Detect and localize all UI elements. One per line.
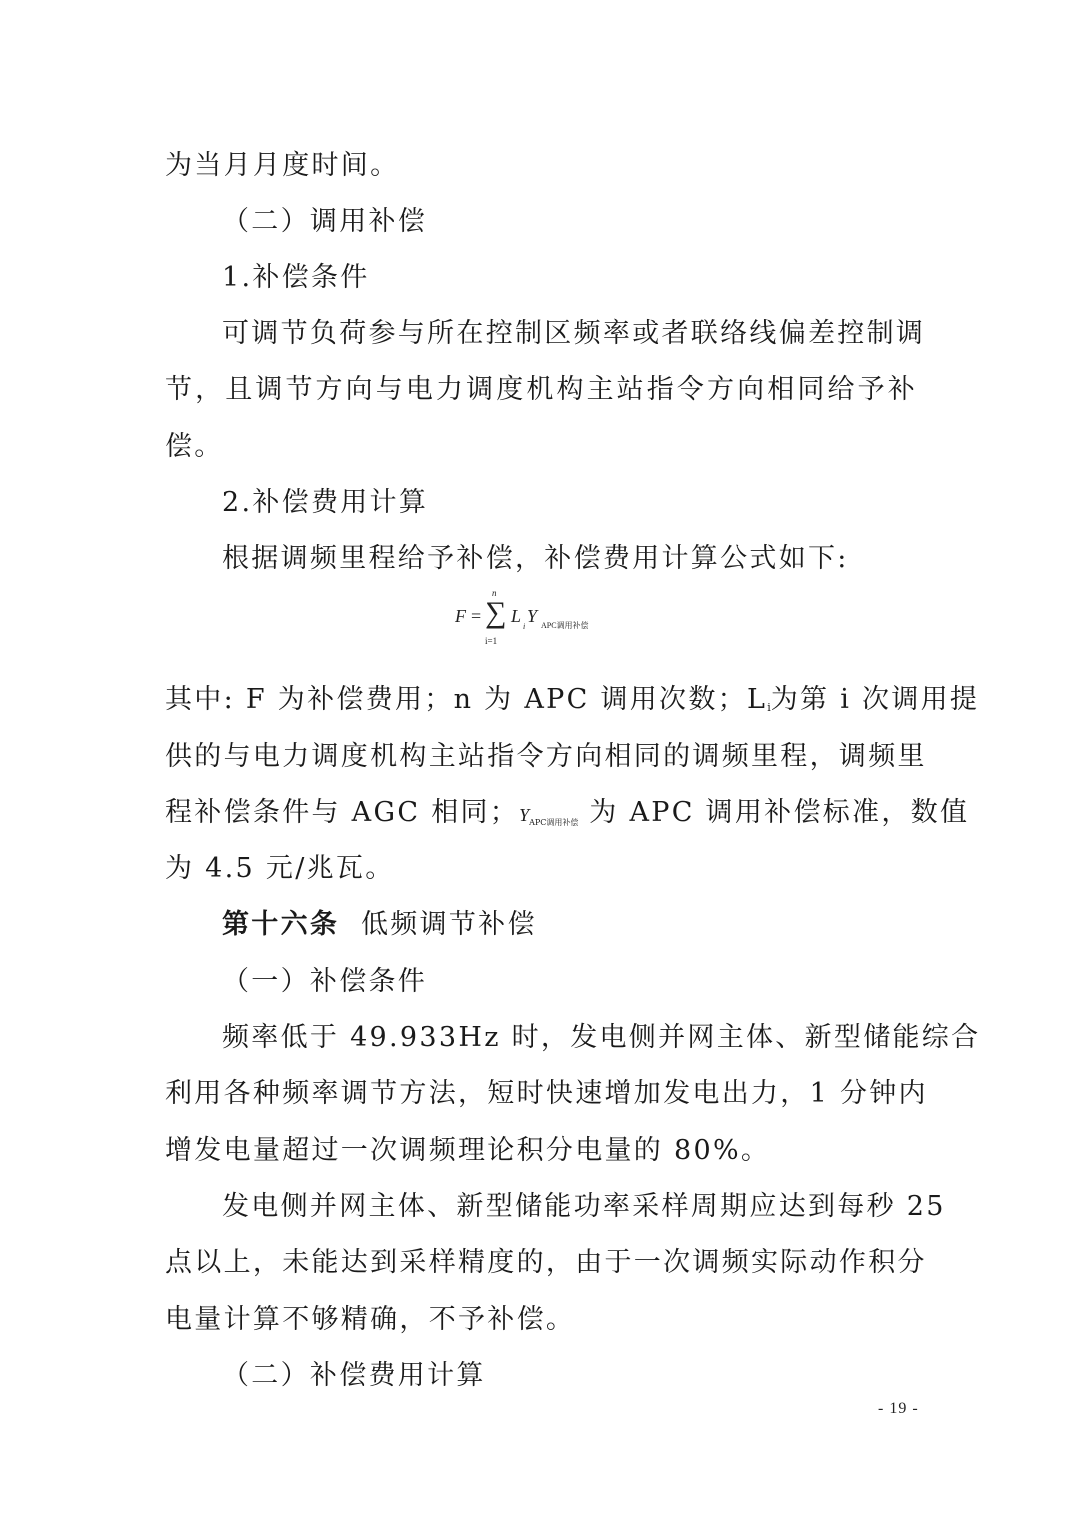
article-heading [222, 905, 917, 945]
page-number: - 19 - [878, 1400, 919, 1417]
inline-symbol-subscript: APC调用补偿 [529, 818, 579, 827]
formula-y: Y [527, 606, 538, 626]
text-fragment: 程补偿条件与 AGC 相同； [165, 797, 520, 828]
formula-y-subscript: APC调用补偿 [541, 621, 589, 630]
text-line [165, 680, 980, 728]
formula-lhs: F [455, 606, 466, 626]
article-title: 低频调节补偿 [339, 909, 537, 940]
text-line: 利用各种频率调节方法，短时快速增加发电出力，1 分钟内 [165, 1078, 928, 1109]
section-heading: （二）补偿费用计算 [222, 1360, 486, 1391]
text-line: 发电侧并网主体、新型储能功率采样周期应达到每秒 25 [222, 1191, 946, 1222]
text-line: 可调节负荷参与所在控制区频率或者联络线偏差控制调 [222, 318, 926, 349]
subscript: i [767, 701, 771, 714]
text-fragment: 其中: F 为补偿费用；n 为 APC 调用次数；L [165, 684, 768, 715]
text-line [165, 793, 970, 843]
text-line: 根据调频里程给予补偿，补偿费用计算公式如下: [222, 543, 849, 574]
text-line: 供的与电力调度机构主站指令方向相同的调频里程，调频里 [165, 741, 927, 772]
text-fragment: 为 APC 调用补偿标准，数值 [578, 797, 970, 828]
formula-upper-limit: n [492, 588, 497, 598]
text-line: 节，且调节方向与电力调度机构主站指令方向相同给予补 [165, 374, 917, 405]
sub-heading: 1.补偿条件 [222, 262, 370, 293]
text-line: 增发电量超过一次调频理论积分电量的 80%。 [165, 1135, 771, 1166]
text-line: 偿。 [165, 431, 224, 462]
section-heading: （一）补偿条件 [222, 966, 428, 997]
text-line: 点以上，未能达到采样精度的，由于一次调频实际动作积分 [165, 1247, 927, 1278]
text-line: 电量计算不够精确，不予补偿。 [165, 1304, 576, 1335]
compensation-formula [455, 588, 655, 654]
text-line: 为 4.5 元/兆瓦。 [165, 853, 395, 884]
sub-heading: 2.补偿费用计算 [222, 487, 429, 518]
inline-symbol-y: Y [519, 805, 530, 825]
formula-term: L [511, 606, 522, 626]
formula-term-subscript: i [523, 622, 526, 631]
text-line: 为当月月度时间。 [165, 150, 400, 181]
article-number: 第十六条 [222, 909, 340, 940]
section-heading: （二）调用补偿 [222, 206, 428, 237]
formula-equals: = [471, 606, 482, 626]
sigma-symbol: ∑ [485, 596, 507, 629]
text-line: 频率低于 49.933Hz 时，发电侧并网主体、新型储能综合 [222, 1022, 981, 1053]
formula-lower-limit: i=1 [485, 636, 498, 646]
text-fragment: 为第 i 次调用提 [770, 684, 980, 715]
